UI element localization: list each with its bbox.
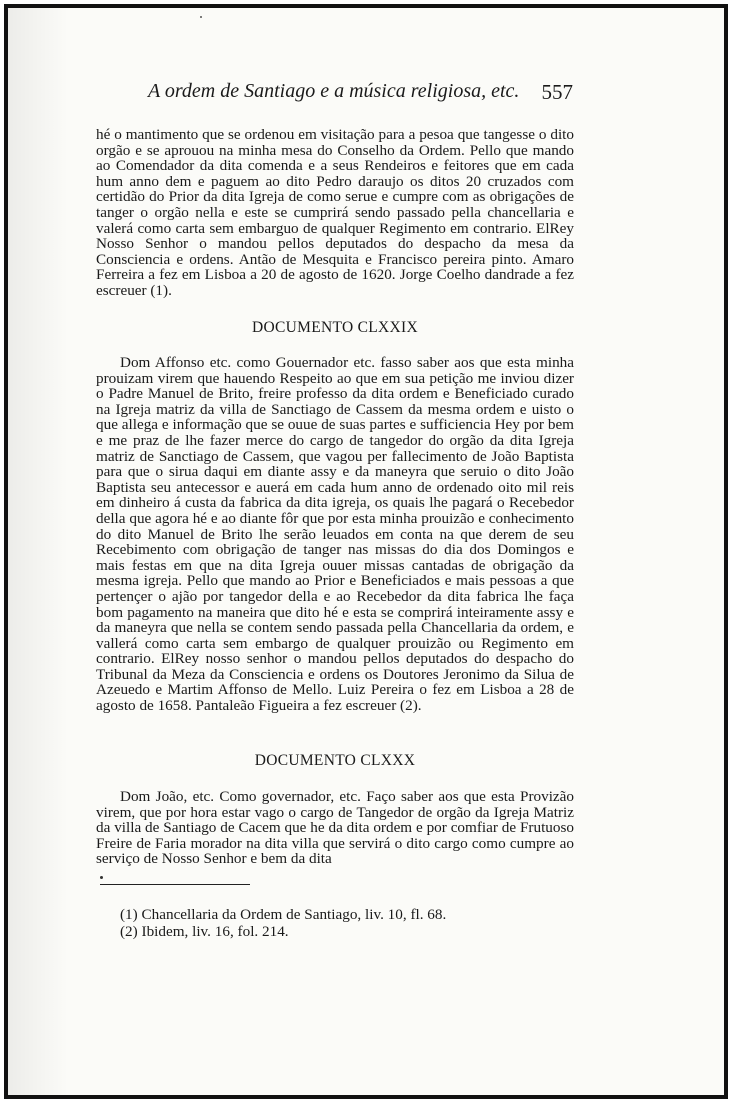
- intro-paragraph: hé o mantimento que se ordenou em visitação para a pesoa que tangesse o dito orgão e se aprouou na minha mesa do Conselho da Ordem. Pello que mando ao Comendador da dita comenda e a seus Rendeiros e feitores que em cada hum anno dem e paguem ao dito Pedro daraujo os ditos 20 cruzados com certidão do Prior da dita Igreja de como serue e cumpre com as obrigações de tanger o orgão nella e este se cumprirá sendo passado pella chancellaria e valerá como carta sem embarguo de qualquer Regimento em contrario. ElRey Nosso Senhor o mandou pellos deputados do despacho da mesa da Consciencia e ordens. Antão de Mesquita e Francisco pereira pinto. Amaro Ferreira a fez em Lisboa a 20 de agosto de 1620. Jorge Coelho dandrade a fez escreuer (1).: [96, 126, 574, 299]
- document-clxxx-block: [96, 789, 574, 867]
- footnote-1: (1) Chancellaria da Ordem de Santiago, liv. 10, fl. 68.: [120, 906, 447, 923]
- intro-paragraph-block: [96, 127, 574, 299]
- document-clxxix-paragraph: Dom Affonso etc. como Gouernador etc. fasso saber aos que esta minha prouizam virem que hauendo Respeito ao que em sua petição me inviou dizer o Padre Manuel de Brito, freire professo da dita ordem e Beneficiado curado na Igreja matriz da villa de Sanctiago de Cassem da mesma ordem e uisto o que allega e informação que se ouue de suas partes e sufficiencia Hey por bem e me praz de lhe fazer merce do cargo de tangedor do orgão da dita Igreja matriz de Sanctiago de Cassem, que vagou per fallecimento de João Baptista para que o sirua daqui em diante assy e da maneyra que seruio o dito João Baptista seu antecessor e auerá em cada hum anno de ordenado oito mil reis em dinheiro á custa da fabrica da dita igreja, os quais lhe pagará o Recebedor della que agora hé e ao diante fôr que por esta minha prouizão e conhecimento do dito Manuel de Brito lhe serão leuados em conta na que derem de seu Recebimento com obrigação de tanger nas missas do dia dos Domingos e mais festas em que na dita Igreja ouuer missas cantadas de obrigação da mesma igreja. Pello que mando ao Prior e Beneficiados e mais pessoas a que pertençer o ajão por tangedor della e ao Recebedor da dita fabrica lhe faça bom pagamento na maneira que dito hé e esta se comprirá inteiramente assy e da maneyra que nella se contem sendo passada pella Chancellaria da ordem, e vallerá como carta sem embargo de qualquer prouizão ou Regimento em contrario. ElRey nosso senhor o mandou pellos deputados do despacho do Tribunal da Meza da Consciencia e ordens os Doutores Jeronimo da Silua de Azeuedo e Martim Affonso de Mello. Luiz Pereira o fez em Lisboa a 28 de agosto de 1658. Pantaleão Figueira a fez escreuer (2).: [96, 354, 574, 715]
- footnote-rule: [100, 884, 250, 885]
- speck: [100, 876, 103, 879]
- document-clxxx-paragraph: Dom João, etc. Como governador, etc. Faço saber aos que esta Provizão virem, que por hora estar vago o cargo de Tangedor de orgão da Igreja Matriz da villa de Santiago de Cacem que he da dita ordem e por comfiar de Frutuoso Freire de Faria morador na dita villa que servirá o dito cargo como cumpre ao serviço de Nosso Senhor e bem da dita: [96, 788, 574, 868]
- speck: [200, 16, 202, 18]
- document-heading-clxxix: DOCUMENTO CLXXIX: [252, 319, 418, 336]
- page-number: 557: [541, 80, 573, 104]
- document-heading-clxxx: DOCUMENTO CLXXX: [254, 752, 416, 769]
- running-head: [148, 80, 573, 110]
- document-clxxix-block: [96, 355, 574, 714]
- page-gutter-shadow: [8, 8, 68, 1095]
- footnotes: [120, 906, 574, 940]
- running-head-title: A ordem de Santiago e a música religiosa, etc.: [148, 80, 520, 102]
- footnote-2: (2) Ibidem, liv. 16, fol. 214.: [120, 923, 289, 940]
